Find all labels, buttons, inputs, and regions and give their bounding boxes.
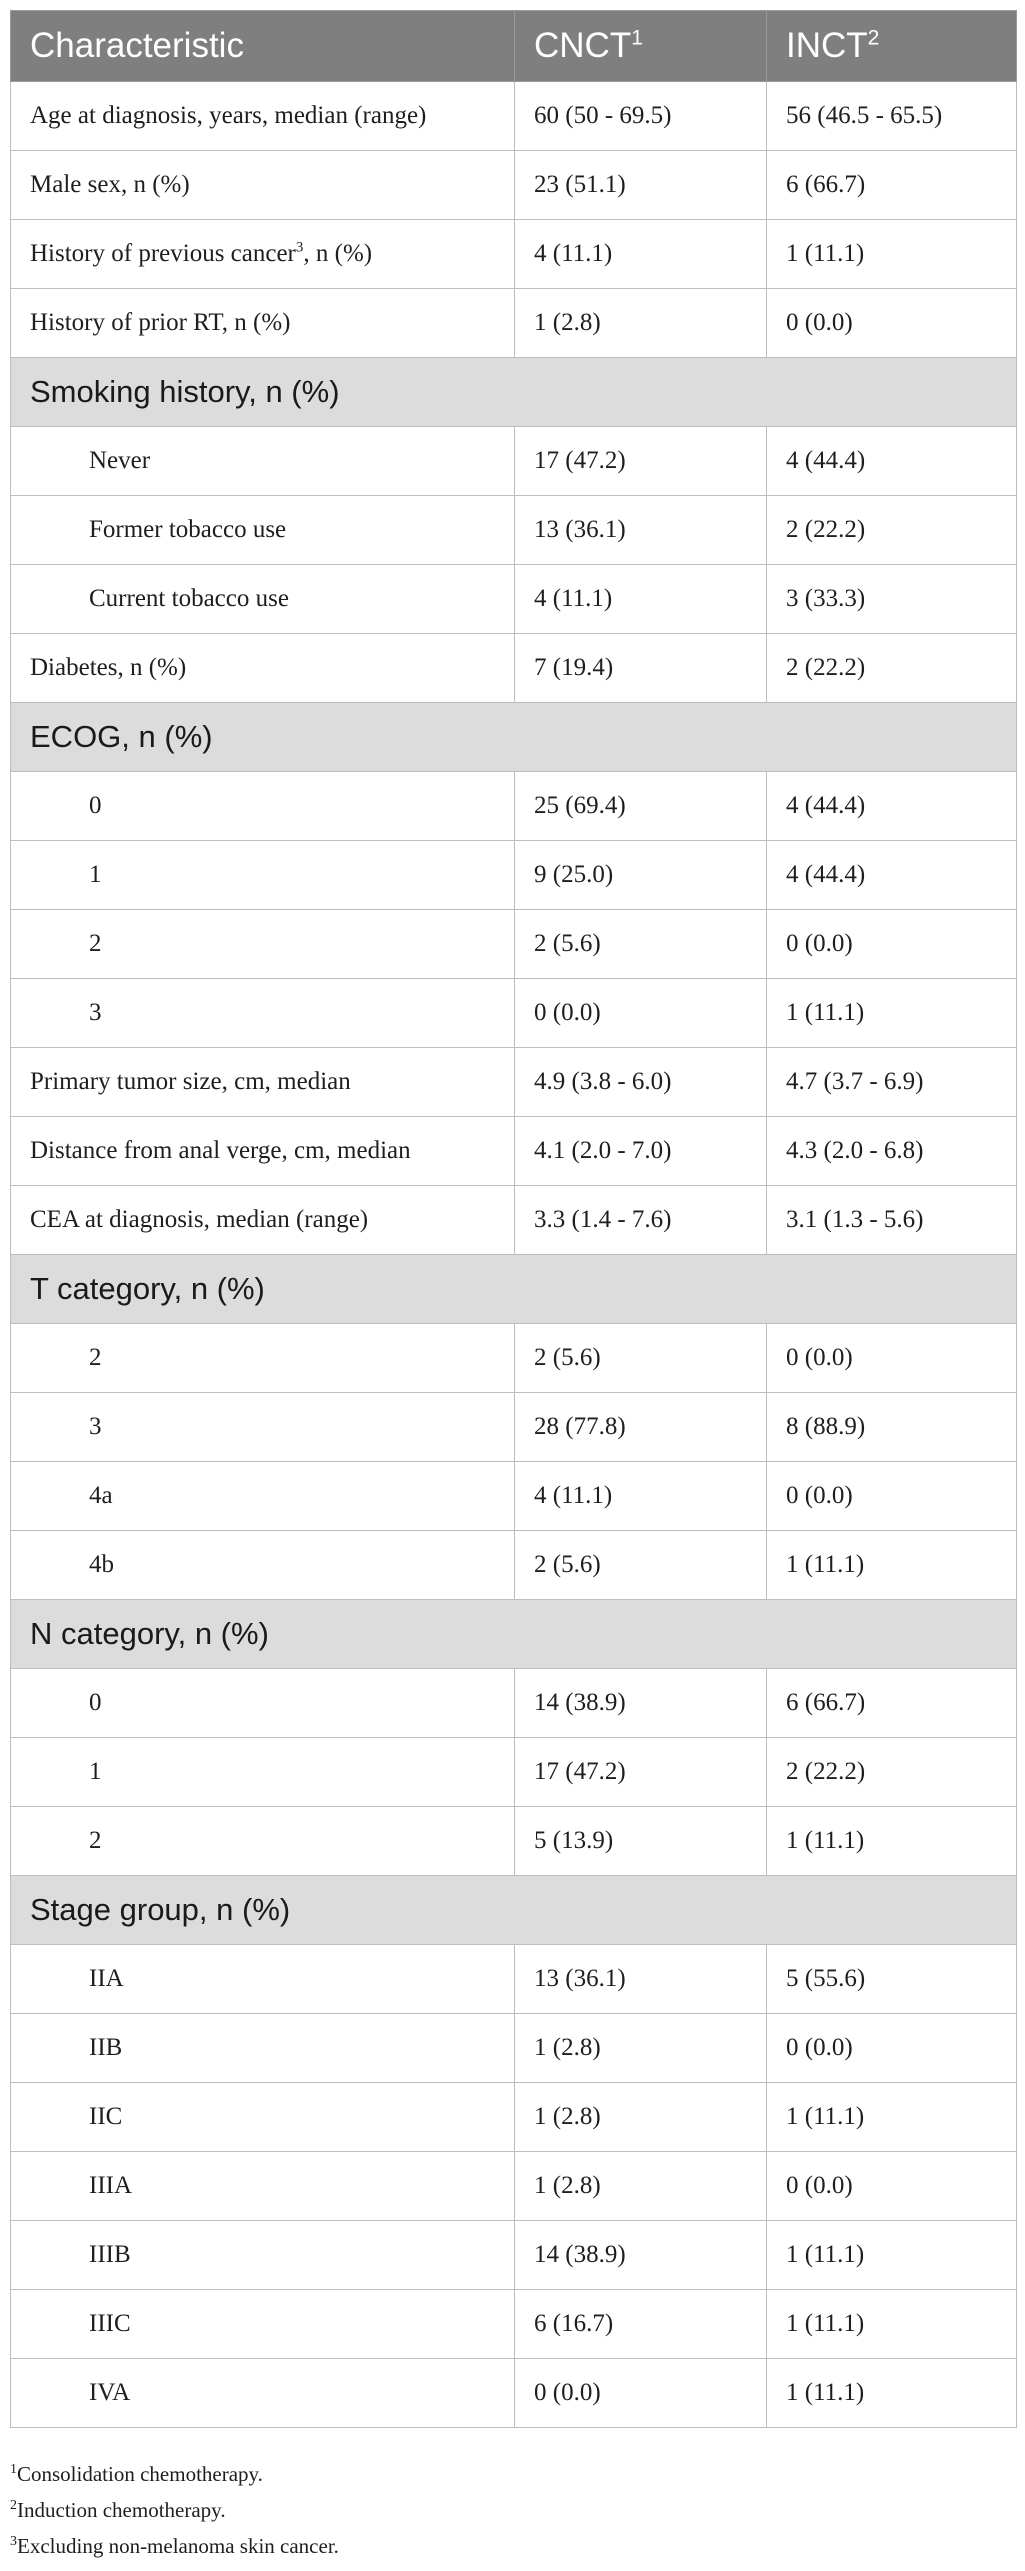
inct-value: 1 (11.1) xyxy=(767,1807,1017,1876)
cnct-value: 1 (2.8) xyxy=(515,2152,767,2221)
section-title: Smoking history, n (%) xyxy=(11,358,1017,427)
cnct-value: 2 (5.6) xyxy=(515,1324,767,1393)
cnct-value: 0 (0.0) xyxy=(515,2359,767,2428)
table-row xyxy=(11,1669,1017,1738)
table-row xyxy=(11,1324,1017,1393)
table-row xyxy=(11,2290,1017,2359)
inct-value: 1 (11.1) xyxy=(767,2221,1017,2290)
row-label: 4b xyxy=(11,1531,515,1600)
cnct-value: 1 (2.8) xyxy=(515,289,767,358)
row-label: IIC xyxy=(11,2083,515,2152)
row-label: 0 xyxy=(11,1669,515,1738)
row-label: Primary tumor size, cm, median xyxy=(11,1048,515,1117)
row-label: Current tobacco use xyxy=(11,565,515,634)
section-title: N category, n (%) xyxy=(11,1600,1017,1669)
inct-value: 0 (0.0) xyxy=(767,1462,1017,1531)
inct-value: 2 (22.2) xyxy=(767,496,1017,565)
cnct-value: 60 (50 - 69.5) xyxy=(515,82,767,151)
table-header-row xyxy=(11,11,1017,82)
cnct-value: 4 (11.1) xyxy=(515,565,767,634)
footnote: $^1$Consolidation chemotherapy. xyxy=(10,2462,263,2486)
row-label: 4a xyxy=(11,1462,515,1531)
inct-value: 4 (44.4) xyxy=(767,772,1017,841)
footnotes xyxy=(10,2456,339,2564)
section-title: T category, n (%) xyxy=(11,1255,1017,1324)
inct-value: 4 (44.4) xyxy=(767,427,1017,496)
cnct-value: 2 (5.6) xyxy=(515,1531,767,1600)
section-header-t-category xyxy=(11,1255,1017,1324)
cnct-value: 4.1 (2.0 - 7.0) xyxy=(515,1117,767,1186)
table-row xyxy=(11,2152,1017,2221)
cnct-value: 17 (47.2) xyxy=(515,427,767,496)
cnct-value: 3.3 (1.4 - 7.6) xyxy=(515,1186,767,1255)
row-label: CEA at diagnosis, median (range) xyxy=(11,1186,515,1255)
header-characteristic: Characteristic xyxy=(11,11,515,82)
row-label: 2 xyxy=(11,910,515,979)
cnct-value: 5 (13.9) xyxy=(515,1807,767,1876)
table-row xyxy=(11,1738,1017,1807)
cnct-value: 14 (38.9) xyxy=(515,2221,767,2290)
footnote: $^2$Induction chemotherapy. xyxy=(10,2498,226,2522)
cnct-value: 4 (11.1) xyxy=(515,220,767,289)
cnct-value: 13 (36.1) xyxy=(515,496,767,565)
characteristics-table xyxy=(10,10,1017,2428)
table-row xyxy=(11,1945,1017,2014)
row-label: IIIB xyxy=(11,2221,515,2290)
header-cnct: CNCT$^1$ xyxy=(515,11,767,82)
cnct-value: 1 (2.8) xyxy=(515,2014,767,2083)
table-row xyxy=(11,1531,1017,1600)
inct-value: 1 (11.1) xyxy=(767,2083,1017,2152)
table-row xyxy=(11,496,1017,565)
table-row xyxy=(11,2359,1017,2428)
table-row xyxy=(11,1462,1017,1531)
section-header-smoking xyxy=(11,358,1017,427)
table-row xyxy=(11,2083,1017,2152)
row-label: Male sex, n (%) xyxy=(11,151,515,220)
characteristics-table-container xyxy=(10,10,1016,2428)
inct-value: 5 (55.6) xyxy=(767,1945,1017,2014)
row-label: IIIA xyxy=(11,2152,515,2221)
inct-value: 3.1 (1.3 - 5.6) xyxy=(767,1186,1017,1255)
footnote: $^3$Excluding non-melanoma skin cancer. xyxy=(10,2534,339,2558)
row-label: 3 xyxy=(11,979,515,1048)
inct-value: 4.3 (2.0 - 6.8) xyxy=(767,1117,1017,1186)
cnct-value: 2 (5.6) xyxy=(515,910,767,979)
inct-value: 1 (11.1) xyxy=(767,220,1017,289)
cnct-value: 0 (0.0) xyxy=(515,979,767,1048)
cnct-value: 23 (51.1) xyxy=(515,151,767,220)
inct-value: 6 (66.7) xyxy=(767,1669,1017,1738)
cnct-value: 17 (47.2) xyxy=(515,1738,767,1807)
table-row xyxy=(11,289,1017,358)
cnct-value: 4 (11.1) xyxy=(515,1462,767,1531)
inct-value: 0 (0.0) xyxy=(767,1324,1017,1393)
cnct-value: 4.9 (3.8 - 6.0) xyxy=(515,1048,767,1117)
inct-value: 0 (0.0) xyxy=(767,2152,1017,2221)
table-row xyxy=(11,910,1017,979)
section-header-stage-group xyxy=(11,1876,1017,1945)
row-label: 1 xyxy=(11,841,515,910)
table-row xyxy=(11,1117,1017,1186)
table-row xyxy=(11,772,1017,841)
inct-value: 2 (22.2) xyxy=(767,634,1017,703)
row-label: History of previous cancer$^3$, n (%) xyxy=(11,220,515,289)
row-label: IIB xyxy=(11,2014,515,2083)
section-header-n-category xyxy=(11,1600,1017,1669)
row-label: Distance from anal verge, cm, median xyxy=(11,1117,515,1186)
table-row xyxy=(11,2014,1017,2083)
table-row xyxy=(11,427,1017,496)
inct-value: 1 (11.1) xyxy=(767,979,1017,1048)
table-row xyxy=(11,634,1017,703)
table-row xyxy=(11,1807,1017,1876)
inct-value: 3 (33.3) xyxy=(767,565,1017,634)
inct-value: 6 (66.7) xyxy=(767,151,1017,220)
section-title: ECOG, n (%) xyxy=(11,703,1017,772)
row-label: 1 xyxy=(11,1738,515,1807)
inct-value: 0 (0.0) xyxy=(767,2014,1017,2083)
row-label: 0 xyxy=(11,772,515,841)
cnct-value: 25 (69.4) xyxy=(515,772,767,841)
row-label: Diabetes, n (%) xyxy=(11,634,515,703)
inct-value: 4.7 (3.7 - 6.9) xyxy=(767,1048,1017,1117)
table-row xyxy=(11,979,1017,1048)
table-row xyxy=(11,841,1017,910)
cnct-value: 7 (19.4) xyxy=(515,634,767,703)
table-row xyxy=(11,1186,1017,1255)
header-inct: INCT$^2$ xyxy=(767,11,1017,82)
inct-value: 2 (22.2) xyxy=(767,1738,1017,1807)
row-label: Former tobacco use xyxy=(11,496,515,565)
table-row xyxy=(11,1048,1017,1117)
table-row xyxy=(11,82,1017,151)
table-row xyxy=(11,1393,1017,1462)
inct-value: 8 (88.9) xyxy=(767,1393,1017,1462)
cnct-value: 9 (25.0) xyxy=(515,841,767,910)
row-label: IIIC xyxy=(11,2290,515,2359)
cnct-value: 14 (38.9) xyxy=(515,1669,767,1738)
inct-value: 0 (0.0) xyxy=(767,289,1017,358)
row-label: 3 xyxy=(11,1393,515,1462)
inct-value: 0 (0.0) xyxy=(767,910,1017,979)
table-row xyxy=(11,2221,1017,2290)
section-title: Stage group, n (%) xyxy=(11,1876,1017,1945)
row-label: 2 xyxy=(11,1324,515,1393)
row-label: Never xyxy=(11,427,515,496)
cnct-value: 13 (36.1) xyxy=(515,1945,767,2014)
inct-value: 1 (11.1) xyxy=(767,1531,1017,1600)
table-row xyxy=(11,220,1017,289)
table-row xyxy=(11,151,1017,220)
row-label: 2 xyxy=(11,1807,515,1876)
row-label: IIA xyxy=(11,1945,515,2014)
row-label: History of prior RT, n (%) xyxy=(11,289,515,358)
table-row xyxy=(11,565,1017,634)
section-header-ecog xyxy=(11,703,1017,772)
cnct-value: 6 (16.7) xyxy=(515,2290,767,2359)
cnct-value: 28 (77.8) xyxy=(515,1393,767,1462)
inct-value: 4 (44.4) xyxy=(767,841,1017,910)
inct-value: 56 (46.5 - 65.5) xyxy=(767,82,1017,151)
inct-value: 1 (11.1) xyxy=(767,2290,1017,2359)
row-label: IVA xyxy=(11,2359,515,2428)
inct-value: 1 (11.1) xyxy=(767,2359,1017,2428)
row-label: Age at diagnosis, years, median (range) xyxy=(11,82,515,151)
cnct-value: 1 (2.8) xyxy=(515,2083,767,2152)
